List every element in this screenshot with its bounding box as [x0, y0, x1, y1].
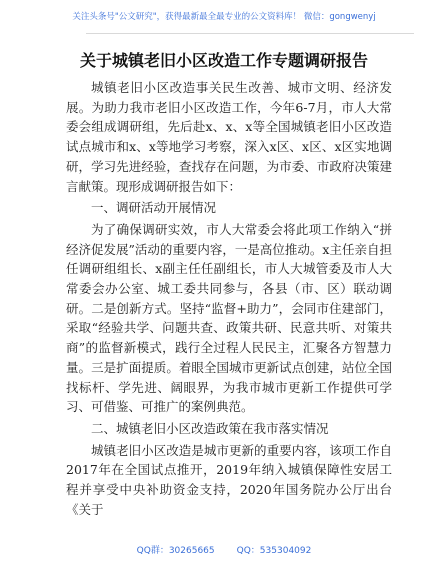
header-divider	[86, 33, 414, 34]
intro-paragraph: 城镇老旧小区改造事关民生改善、城市文明、经济发展。为助力我市老旧小区改造工作，今年6-7月，市人大常委会组成调研组，先后赴x、x、x等全国城镇老旧小区改造试点城市和x、x等地学习考察，深入x区、x区、x区实地调研，学习先进经验，查找存在问题，为市委、市政府决策建言献策。现形成调研报告如下：	[66, 80, 392, 194]
header-note: 关注头条号"公文研究"，获得最新最全最专业的公文资料库！ 微信：gongwenyj	[72, 12, 376, 22]
section-heading-2: 二、城镇老旧小区改造政策在我市落实情况	[91, 420, 329, 436]
footer-qq-group: QQ群：30265665	[136, 546, 215, 556]
section-heading-1: 一、调研活动开展情况	[91, 200, 217, 216]
footer-qq: QQ：535304092	[236, 546, 312, 556]
page-title: 关于城镇老旧小区改造工作专题调研报告	[79, 51, 368, 70]
document-body	[66, 78, 392, 519]
section-2-paragraph: 城镇老旧小区改造是城市更新的重要内容，该项工作自2017年在全国试点推开，2019年纳入城镇保障性安居工程并享受中央补助资金支持，2020年国务院办公厅出台《关于	[66, 442, 392, 517]
footer-contact	[0, 545, 448, 557]
section-1-paragraph: 为了确保调研实效，市人大常委会将此项工作纳入“拼经济促发展”活动的重要内容，一是高位推动。x主任亲自担任调研组组长、x副主任任副组长，市人大城管委及市人大常委会办公室、城工委共同参与，各县（市、区）联动调研。二是创新方式。坚持“监督+助力”，会同市住建部门，采取“经验共学、问题共查、政策共研、民意共听、对策共商”的监督新模式，践行全过程人民民主，汇聚各方智慧力量。三是扩面提质。着眼全国城市更新试点创建，站位全国找标杆、学先进、阔眼界，为我市城市更新工作提供可学习、可借鉴、可推广的案例典范。	[66, 221, 392, 415]
